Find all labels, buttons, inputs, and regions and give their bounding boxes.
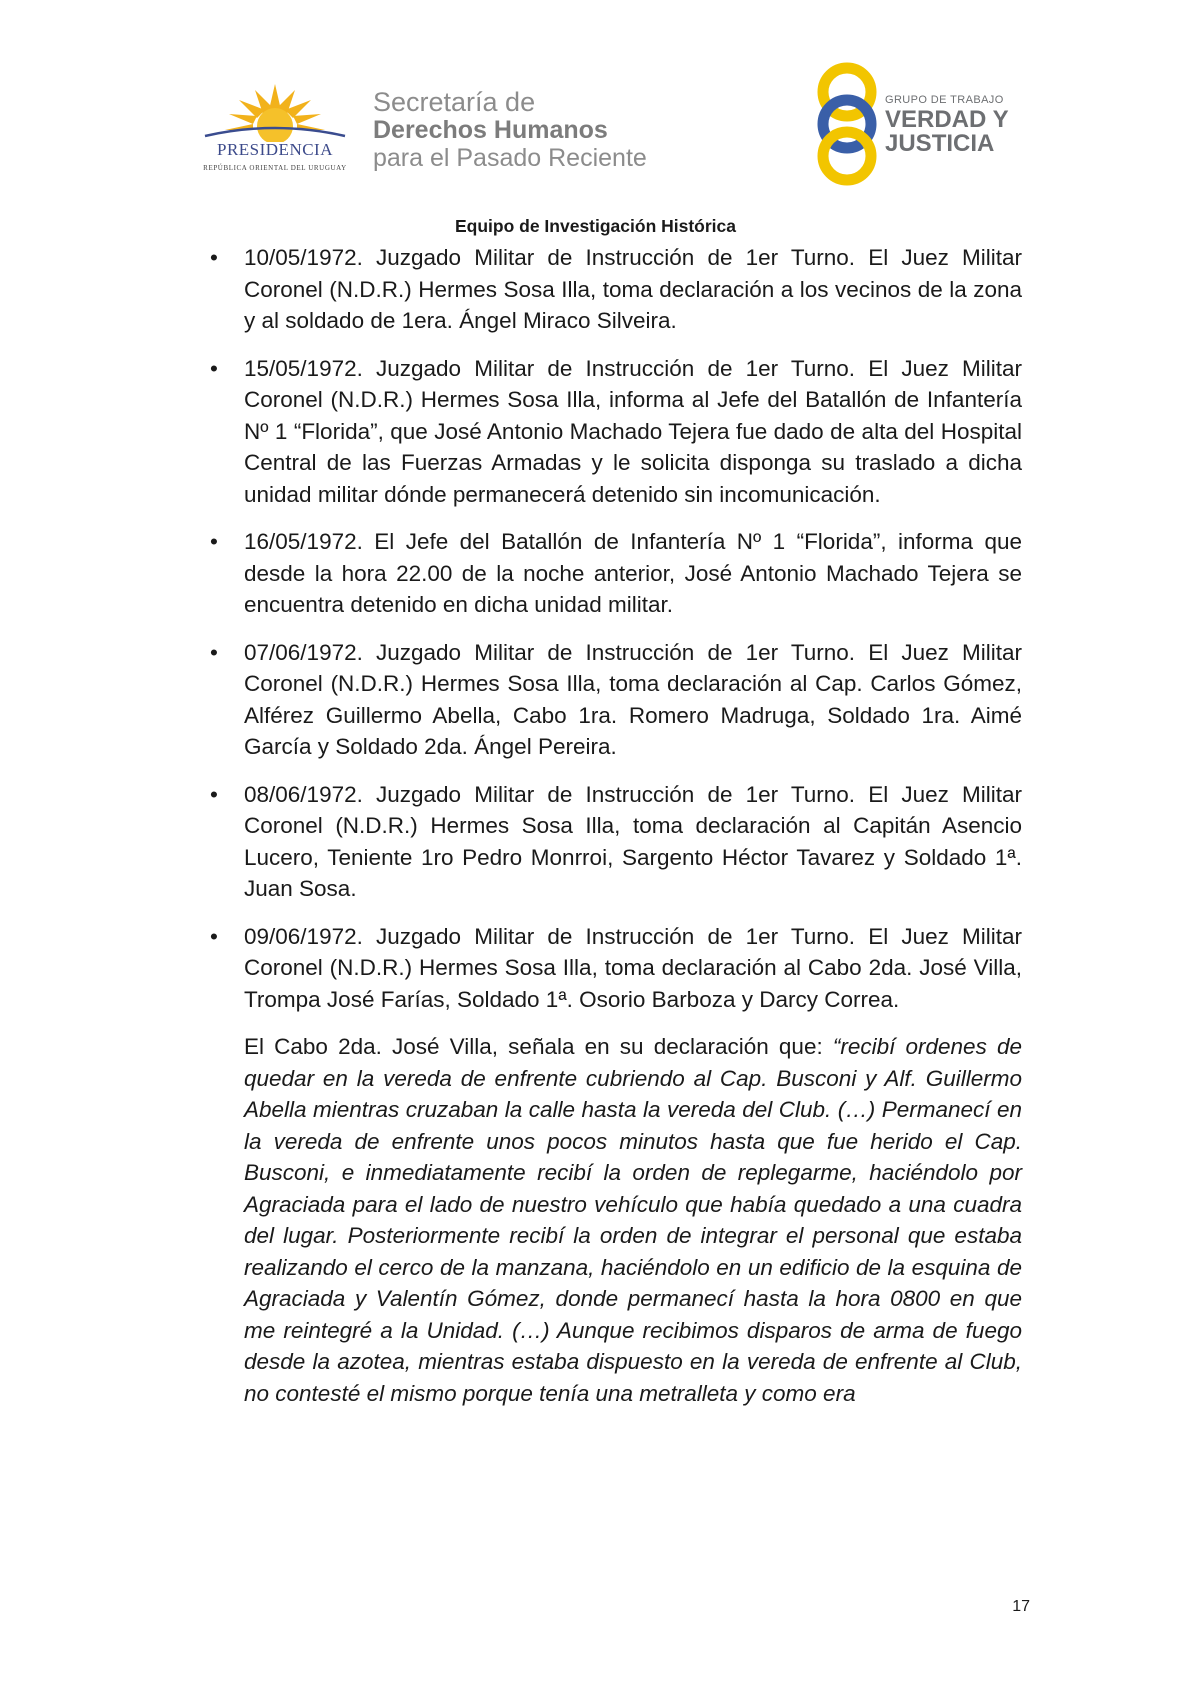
chronology-entry <box>210 779 1022 905</box>
testimony-paragraph <box>210 1031 1022 1409</box>
secretaria-line-2: Derechos Humanos <box>373 116 608 144</box>
presidencia-name: PRESIDENCIA <box>216 140 333 159</box>
document-body <box>210 242 1022 1409</box>
gtvj-line-1: GRUPO DE TRABAJO <box>885 94 1004 106</box>
secretaria-line-1: Secretaría de <box>373 87 536 117</box>
entry-text: 15/05/1972. Juzgado Militar de Instrucción de 1er Turno. El Juez Militar Coronel (N.D.R.) Hermes Sosa Illa, informa al Jefe del Batallón de Infantería Nº 1 “Florida”, que José Antonio Machado Tejera fue dado de alta del Hospital Central de las Fuerzas Armadas y le solicita disponga su traslado a dicha unidad militar dónde permanecerá detenido sin incomunicación. <box>244 355 1022 507</box>
chronology-entry <box>210 526 1022 621</box>
chronology-entry <box>210 353 1022 511</box>
chronology-entry <box>210 637 1022 763</box>
bullet: • <box>210 529 218 554</box>
sun-emblem-icon <box>195 80 355 142</box>
entry-text: 08/06/1972. Juzgado Militar de Instrucción de 1er Turno. El Juez Militar Coronel (N.D.R.) Hermes Sosa Illa, toma declaración al Capitán Asencio Lucero, Teniente 1ro Pedro Monrroi, Sargento Héctor Tavarez y Soldado 1ª. Juan Sosa. <box>244 781 1022 901</box>
entry-text: 09/06/1972. Juzgado Militar de Instrucción de 1er Turno. El Juez Militar Coronel (N.D.R.) Hermes Sosa Illa, toma declaración al Cabo 2da. José Villa, Trompa José Farías, Soldado 1ª. Osorio Barboza y Darcy Correa. <box>244 923 1022 1012</box>
bullet: • <box>210 781 218 807</box>
chronology-entry <box>210 921 1022 1016</box>
secretaria-line-3: para el Pasado Reciente <box>373 144 647 172</box>
gtvj-logo <box>807 62 889 187</box>
bullet: • <box>210 923 218 949</box>
chronology-entry <box>210 242 1022 337</box>
presidencia-subtitle: REPÚBLICA ORIENTAL DEL URUGUAY <box>203 164 347 172</box>
bullet: • <box>210 245 218 270</box>
testimony-intro: El Cabo 2da. José Villa, señala en su declaración que: <box>244 1034 833 1059</box>
entry-text: 07/06/1972. Juzgado Militar de Instrucción de 1er Turno. El Juez Militar Coronel (N.D.R.) Hermes Sosa Illa, toma declaración al Cap. Carlos Gómez, Alférez Guillermo Abella, Cabo 1ra. Romero Madruga, Soldado 1ra. Aimé García y Soldado 2da. Ángel Pereira. <box>244 639 1022 759</box>
chain-links-icon <box>807 62 889 187</box>
team-title: Equipo de Investigación Histórica <box>454 216 737 236</box>
bullet: • <box>210 639 218 665</box>
gtvj-line-2: VERDAD Y <box>885 106 1009 133</box>
presidencia-logo <box>195 80 355 192</box>
bullet: • <box>210 355 218 381</box>
testimony-quote: “recibí ordenes de quedar en la vereda de enfrente cubriendo al Cap. Busconi y Alf. Guillermo Abella mientras cruzaban la calle hasta la vereda del Club. (…) Permanecí en la vereda de enfrente unos pocos minutos hasta que fue herido el Cap. Busconi, e inmediatamente recibí la orden de replegarme, haciéndolo por Agraciada para el lado de nuestro vehículo que había quedado a una cuadra del lugar. Posteriormente recibí la orden de integrar el personal que estaba realizando el cerco de la manzana, haciéndolo en un edificio de la esquina de Agraciada y Valentín Gómez, donde permanecí hasta la hora 0800 en que me reintegré a la Unidad. (…) Aunque recibimos disparos de arma de fuego desde la azotea, mientras estaba dispuesto en la vereda de enfrente al Club, no contesté el mismo porque tenía una metralleta y como era <box>244 1034 1022 1406</box>
gtvj-wordmark <box>885 94 1009 156</box>
entry-text: 16/05/1972. El Jefe del Batallón de Infantería Nº 1 “Florida”, informa que desde la hora 22.00 de la noche anterior, José Antonio Machado Tejera se encuentra detenido en dicha unidad militar. <box>244 529 1022 617</box>
gtvj-line-3: JUSTICIA <box>885 130 995 157</box>
secretaria-wordmark <box>373 88 647 172</box>
entry-text: 10/05/1972. Juzgado Militar de Instrucción de 1er Turno. El Juez Militar Coronel (N.D.R.) Hermes Sosa Illa, toma declaración a los vecinos de la zona y al soldado de 1era. Ángel Miraco Silveira. <box>244 245 1022 333</box>
page-number: 17 <box>1012 1598 1030 1615</box>
page-header <box>0 0 1191 236</box>
